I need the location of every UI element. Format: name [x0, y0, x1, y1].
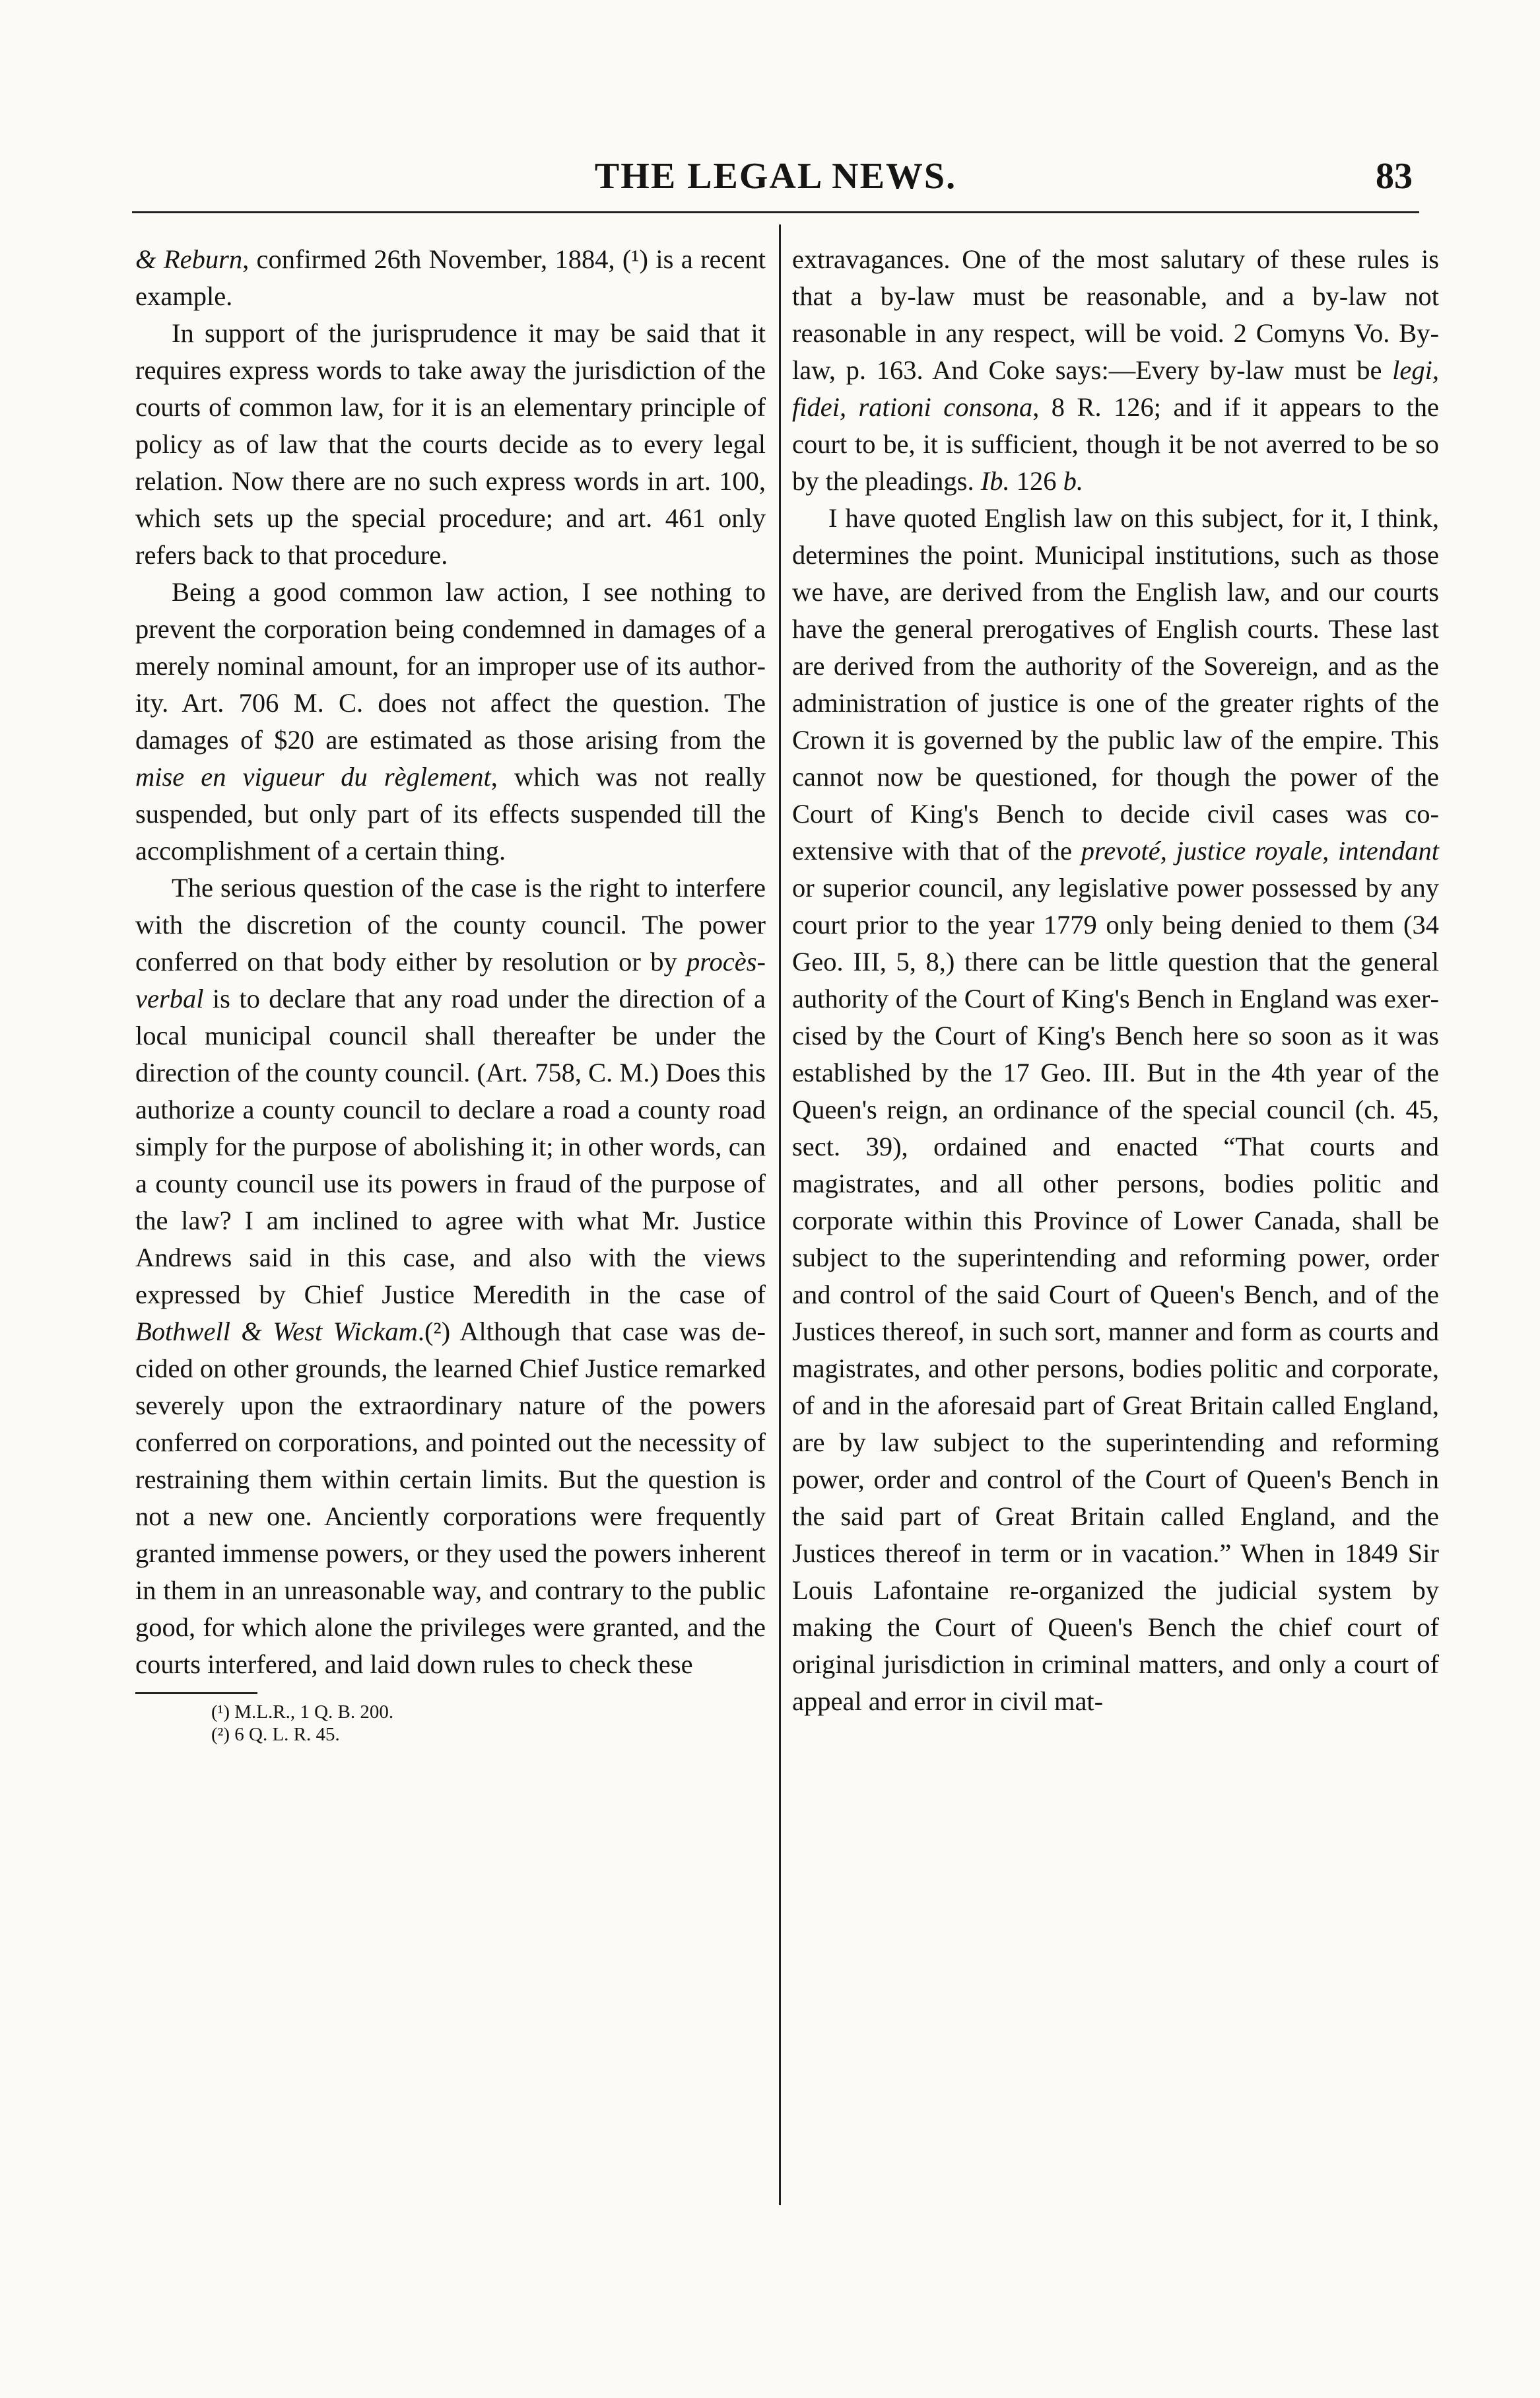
paragraph: In support of the jurisprudence it may be said that it requires express words to take away the jurisdiction of the courts of common law, for it is an elementary principle of policy as of law that the courts decide as to every legal relation. Now there are no such express words in art. 100, which sets up the special procedure; and art. 461 only refers back to that procedure. [135, 318, 766, 570]
paragraph: extravagances. One of the most salutary of these rules is that a by-law must be reasonable, and a by-law not reasonable in any respect, will be void. 2 Comyns Vo. By-law, p. 163. And Coke says:—Every by-law must be legi, fidei, rationi consona, 8 R. 126; and if it appears to the court to be, it is sufficient, though it be not averred to be so by the pleadings. Ib. 126 b. [792, 244, 1439, 496]
page-number: 83 [1376, 156, 1413, 197]
paragraph: I have quoted English law on this subject, for it, I think, determines the point. Municipal institutions, such as those we have, are derived from the English law, and our courts have the general prerogatives of English courts. These last are derived from the authority of the Sovereign, and as the administration of justice is one of the greater rights of the Crown it is governed by the public law of the empire. This cannot now be questioned, for though the power of the Court of King's Bench to decide civil cases was co-extensive with that of the prevoté, justice royale, intendant or superior council, any legislative power possessed by any court prior to the year 1779 only being denied to them (34 Geo. III, 5, 8,) there can be little question that the general authority of the Court of King's Bench in England was exercised by the Court of King's Bench here so soon as it was established by the 17 Geo. III. But in the 4th year of the Queen's reign, an ordinance of the special council (ch. 45, sect. 39), ordained and enacted “That courts and magistrates, and all other persons, bodies politic and corporate within this Province of Lower Canada, shall be subject to the superintending and reforming power, order and control of the said Court of Queen's Bench, and of the Justices thereof, in such sort, manner and form as courts and magistrates, and other persons, bodies politic and corporate, of and in the aforesaid part of Great Britain called England, are by law subject to the superintending and reforming power, order and control of the Court of Queen's Bench in the said part of Great Britain called England, and the Justices thereof in term or in vacation.” When in 1849 Sir Louis Lafontaine re-organized the judicial system by making the Court of Queen's Bench the chief court of original jurisdiction in criminal matters, and only a court of appeal and error in civil mat- [792, 503, 1439, 1716]
footnote-rule [135, 1692, 257, 1694]
paragraph: & Reburn, confirmed 26th November, 1884, (¹) is a recent example. [135, 244, 766, 311]
right-column [792, 241, 1439, 1720]
paragraph: The serious question of the case is the right to interfere with the discretion of the county council. The power conferred on that body either by resolution or by procès-verbal is to declare that any road under the direction of a local municipal council shall thereafter be under the direction of the county council. (Art. 758, C. M.) Does this authorize a county council to declare a road a county road simply for the purpose of abolishing it; in other words, can a county council use its powers in fraud of the purpose of the law? I am inclined to agree with what Mr. Justice Andrews said in this case, and also with the views expressed by Chief Justice Meredith in the case of Bothwell & West Wickam.(²) Although that case was decided on other grounds, the learned Chief Justice remarked severely upon the extraordinary nature of the powers conferred on corporations, and pointed out the necessity of restraining them within certain limits. But the question is not a new one. Anciently corporations were frequently granted immense powers, or they used the powers inherent in them in an unreasonable way, and contrary to the public good, for which alone the privileges were granted, and the courts interfered, and laid down rules to check these [135, 873, 766, 1679]
paragraph: Being a good common law action, I see nothing to prevent the corporation being condemned in damages of a merely nominal amount, for an improper use of its authority. Art. 706 M. C. does not affect the question. The damages of $20 are estimated as those arising from the mise en vigueur du règlement, which was not really suspended, but only part of its effects suspended till the accomplishment of a certain thing. [135, 577, 766, 866]
header-rule [132, 211, 1419, 213]
footnotes [135, 1701, 766, 1746]
footnote-1: (¹) M.L.R., 1 Q. B. 200. [211, 1701, 394, 1723]
running-title: THE LEGAL NEWS. [594, 156, 957, 197]
page-header [139, 155, 1413, 201]
footnote-2: (²) 6 Q. L. R. 45. [211, 1724, 340, 1745]
column-divider [779, 224, 781, 2205]
left-column [135, 241, 766, 1746]
case-reference: & Reburn [135, 244, 243, 274]
